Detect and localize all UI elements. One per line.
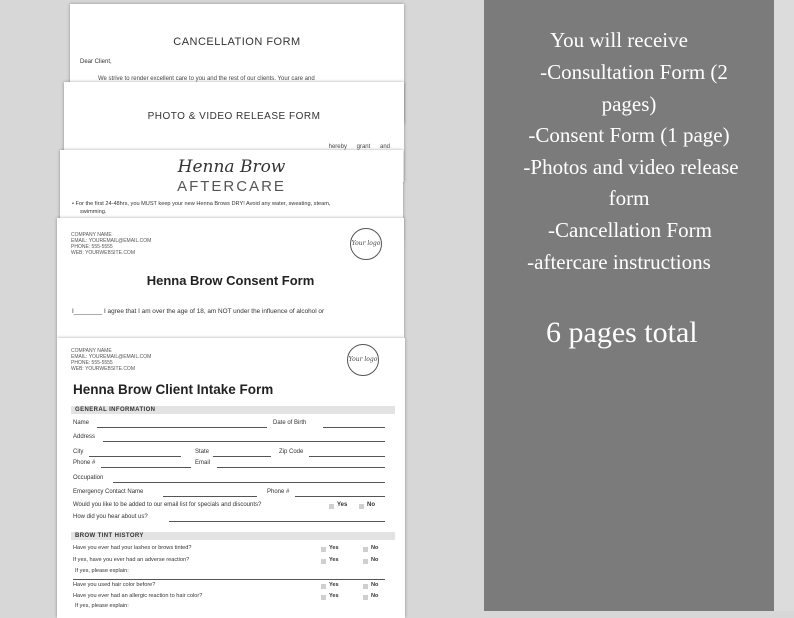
aftercare-bullet-1: • For the first 24-48hrs, you MUST keep your new Henna Brows DRY! Avoid any water, sweating, steam, <box>72 201 331 207</box>
consent-company-email: EMAIL: YOUREMAIL@EMAIL.COM <box>71 238 152 244</box>
city-label: City <box>73 449 84 455</box>
consent-title: Henna Brow Consent Form <box>146 273 315 288</box>
row-occupation <box>73 475 395 485</box>
right-edge-strip <box>774 0 794 611</box>
row-heard <box>73 514 395 524</box>
cancellation-greeting: Dear Client, <box>80 59 112 65</box>
intake-company-email: EMAIL: YOUREMAIL@EMAIL.COM <box>71 354 152 360</box>
zip-label: Zip Code <box>279 449 304 455</box>
email-list-question: Would you like to be added to our email list for specials and discounts? <box>73 502 262 508</box>
panel-line-photos: -Photos and video release <box>523 155 739 179</box>
row-address <box>73 434 395 444</box>
q2-explain-field[interactable] <box>73 579 385 580</box>
row-name-dob <box>73 420 395 430</box>
row-q3 <box>73 582 395 592</box>
intake-company-phone: PHONE: 555-5555 <box>71 360 113 366</box>
intake-title: Henna Brow Client Intake Form <box>73 382 274 397</box>
general-info-header: GENERAL INFORMATION <box>71 406 395 414</box>
row-q4-explain <box>73 603 395 613</box>
aftercare-bullet-1-text: For the first 24-48hrs, you MUST keep your new Henna Brows DRY! Avoid any water, sweating, steam, <box>75 201 331 207</box>
panel-line-form: form <box>608 186 650 210</box>
intake-company-block <box>71 348 151 372</box>
q3-text: Have you used hair color before? <box>73 582 156 588</box>
consent-company-web: WEB: YOURWEBSITE.COM <box>71 250 135 256</box>
q3-no-checkbox[interactable] <box>363 584 368 589</box>
q1-no-checkbox[interactable] <box>363 547 368 552</box>
panel-line-consent: -Consent Form (1 page) <box>528 123 730 147</box>
phone-field[interactable] <box>101 467 191 468</box>
info-panel <box>484 0 774 611</box>
email-list-yes-label: Yes <box>337 502 348 508</box>
dob-label: Date of Birth <box>273 420 307 426</box>
q1-yes-checkbox[interactable] <box>321 547 326 552</box>
row-emergency <box>73 489 395 499</box>
state-label: State <box>195 449 210 455</box>
emergency-phone-field[interactable] <box>295 496 385 497</box>
consent-company-phone: PHONE: 555-5555 <box>71 244 113 250</box>
q4-explain-label: If yes, please explain: <box>75 603 129 609</box>
panel-line-aftercare: -aftercare instructions <box>527 250 711 274</box>
brow-tint-header: BROW TINT HISTORY <box>71 532 395 540</box>
q1-yes-label: Yes <box>329 545 339 551</box>
name-label: Name <box>73 420 90 426</box>
q4-no-checkbox[interactable] <box>363 595 368 600</box>
zip-field[interactable] <box>309 456 385 457</box>
occupation-field[interactable] <box>113 482 385 483</box>
q4-no-label: No <box>371 593 379 599</box>
q4-yes-label: Yes <box>329 593 339 599</box>
city-field[interactable] <box>89 456 181 457</box>
emergency-phone-label: Phone # <box>267 489 290 495</box>
q4-yes-checkbox[interactable] <box>321 595 326 600</box>
consent-company-block <box>71 232 151 256</box>
address-label: Address <box>73 434 96 440</box>
consent-line: I________ I agree that I am over the age of 18, am NOT under the influence of alcohol or <box>72 308 325 315</box>
consent-logo: Your logo <box>350 228 382 260</box>
consent-form-page <box>57 218 404 338</box>
q1-no-label: No <box>371 545 379 551</box>
photo-release-fragment: hereby grant and <box>328 144 390 150</box>
row-q2-explain <box>73 568 395 578</box>
intake-form-page <box>57 338 405 618</box>
email-label: Email <box>195 460 211 466</box>
aftercare-bullet-1b: swimming. <box>80 209 107 215</box>
panel-line-pages: pages) <box>601 92 657 116</box>
phone-label: Phone # <box>73 460 96 466</box>
consent-company-name: COMPANY NAME <box>71 232 112 238</box>
intake-company-name: COMPANY NAME <box>71 348 112 354</box>
q1-text: Have you ever had your lashes or brows tinted? <box>73 545 192 551</box>
row-email-list <box>73 502 395 512</box>
aftercare-script-title: Henna Brow <box>177 157 286 177</box>
occupation-label: Occupation <box>73 475 104 481</box>
q4-text: Have you ever had an allergic reaction to hair color? <box>73 593 203 599</box>
emergency-label: Emergency Contact Name <box>73 489 144 495</box>
state-field[interactable] <box>213 456 271 457</box>
q2-no-checkbox[interactable] <box>363 559 368 564</box>
panel-line-receive: You will receive <box>550 28 688 52</box>
aftercare-caps-title: AFTERCARE <box>177 178 286 195</box>
q3-no-label: No <box>371 582 379 588</box>
row-city-state-zip <box>73 449 395 459</box>
row-phone-email <box>73 460 395 470</box>
panel-line-consultation: -Consultation Form (2 <box>540 60 728 84</box>
panel-total: 6 pages total <box>546 316 698 349</box>
q2-text: If yes, have you ever had an adverse reaction? <box>73 557 190 563</box>
intake-logo: Your logo <box>347 344 379 376</box>
intake-company-web: WEB: YOURWEBSITE.COM <box>71 366 135 372</box>
heard-field[interactable] <box>169 521 385 522</box>
name-field[interactable] <box>97 427 267 428</box>
email-list-no-label: No <box>367 502 375 508</box>
cancellation-body-line: We strive to render excellent care to you and the rest of our clients. Your care and <box>98 76 315 82</box>
q2-no-label: No <box>371 557 379 563</box>
email-list-no-checkbox[interactable] <box>359 504 364 509</box>
row-q2 <box>73 557 395 567</box>
heard-label: How did you hear about us? <box>73 514 148 520</box>
q2-yes-checkbox[interactable] <box>321 559 326 564</box>
panel-line-cancellation: -Cancellation Form <box>548 218 712 242</box>
email-list-yes-checkbox[interactable] <box>329 504 334 509</box>
q3-yes-label: Yes <box>329 582 339 588</box>
email-field[interactable] <box>217 467 385 468</box>
address-field[interactable] <box>103 441 385 442</box>
q3-yes-checkbox[interactable] <box>321 584 326 589</box>
photo-release-title: PHOTO & VIDEO RELEASE FORM <box>147 111 321 122</box>
dob-field[interactable] <box>323 427 385 428</box>
emergency-field[interactable] <box>163 496 257 497</box>
q2-yes-label: Yes <box>329 557 339 563</box>
row-q1 <box>73 545 395 555</box>
cancellation-form-title: CANCELLATION FORM <box>173 36 301 48</box>
row-q4 <box>73 593 395 603</box>
q2-explain-label: If yes, please explain: <box>75 568 129 574</box>
